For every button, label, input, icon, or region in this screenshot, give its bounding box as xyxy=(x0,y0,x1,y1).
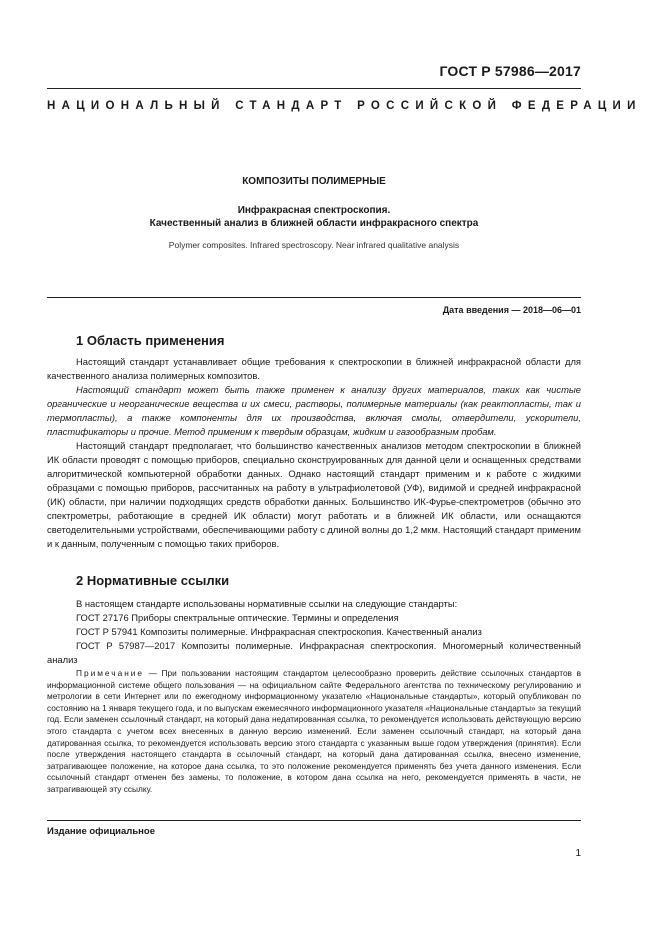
subtitle-line-2: Качественный анализ в ближней области инфракрасного спектра xyxy=(149,218,479,229)
introduction-date: Дата введения — 2018—06—01 xyxy=(442,305,581,315)
section-1-paragraph: Настоящий стандарт устанавливает общие требования к спектроскопии в ближней инфракрасной области для качественного анализа полимерных композитов. xyxy=(47,356,581,381)
header-divider xyxy=(47,88,581,89)
title-divider xyxy=(47,297,581,298)
reference-item: ГОСТ Р 57941 Композиты полимерные. Инфракрасная спектроскопия. Качественный анализ xyxy=(76,626,482,637)
subtitle-line-1: Инфракрасная спектроскопия. xyxy=(237,205,391,216)
section-1-paragraph: Настоящий стандарт предполагает, что большинство качественных анализов методом спектроскопии в ближней ИК области проводят с помощью приборов, специально сконструированных для данной цели и оснащенных средствами алгоритмической компьютерной обработки данных. Однако настоящий стандарт применим и к работе с жидкими образцами с помощью приборов, рассчитанных на работу в ультрафиолетовой (УФ), видимой и средней инфракрасной (ИК) области, при наличии подходящих средств обработки данных. Большинство ИК-Фурье-спектрометров (обычно это спектрометры, работающие в средней ИК области) могут работать и в ближней ИК области, или оснащаются светоделительными устройствами, обеспечивающими работу с длиной волны до 1,2 мкм. Настоящий стандарт применим и к данным, полученным с помощью таких приборов. xyxy=(47,440,581,549)
note-label: Примечание xyxy=(76,668,145,678)
document-subtitle xyxy=(47,204,581,230)
section-2-heading: 2 Нормативные ссылки xyxy=(76,573,230,588)
section-2-intro: В настоящем стандарте использованы нормативные ссылки на следующие стандарты: xyxy=(76,598,458,609)
edition-label: Издание официальное xyxy=(47,826,155,837)
section-2-body xyxy=(47,597,581,667)
reference-item: ГОСТ Р 57987—2017 Композиты полимерные. Инфракрасная спектроскопия. Многомерный количественный анализ xyxy=(47,640,581,665)
national-standard-heading: НАЦИОНАЛЬНЫЙ СТАНДАРТ РОССИЙСКОЙ ФЕДЕРАЦИИ xyxy=(47,100,642,112)
section-1-heading: 1 Область применения xyxy=(76,333,225,348)
reference-item: ГОСТ 27176 Приборы спектральные оптические. Термины и определения xyxy=(76,612,399,623)
note-paragraph xyxy=(47,668,581,796)
note-text: — При пользовании настоящим стандартом целесообразно проверить действие ссылочных стандартов в информационной системе общего пользования — на официальном сайте Федерального агентства по техническому регулированию и метрологии в сети Интернет или по ежегодному информационному указателю «Национальные стандарты», который опубликован по состоянию на 1 января текущего года, и по выпускам ежемесячного информационного указателя «Национальные стандарты» за текущий год. Если заменен ссылочный стандарт, на который дана недатированная ссылка, то рекомендуется использовать действующую версию этого стандарта с учетом всех внесенных в данную версию изменений. Если заменен ссылочный стандарт, на который дана датированная ссылка, то рекомендуется использовать версию этого стандарта с указанным выше годом утверждения (принятия). Если после утверждения настоящего стандарта в ссылочный стандарт, на который дана датированная ссылка, внесено изменение, затрагивающее положение, на которое дана ссылка, то это положение рекомендуется применять без учета данного изменения. Если ссылочный стандарт отменен без замены, то положение, в котором дана ссылка на него, рекомендуется применять в части, не затрагивающей эту ссылку. xyxy=(47,668,581,794)
page-number: 1 xyxy=(575,848,581,859)
section-1-paragraph-italic: Настоящий стандарт может быть также применен к анализу других материалов, таких как чистые органические и неорганические вещества и их смеси, растворы, полимерные материалы (как реактопласты, так и термопласты), а также компоненты для их производства, включая смолы, отвердители, ускорители, пластификаторы и прочие. Метод применим к твердым образцам, жидким и газообразным пробам. xyxy=(47,384,581,437)
document-number: ГОСТ Р 57986—2017 xyxy=(439,63,581,79)
footer-divider xyxy=(47,820,581,821)
english-title: Polymer composites. Infrared spectroscopy. Near infrared qualitative analysis xyxy=(168,240,460,250)
section-1-body xyxy=(47,355,581,551)
title-block xyxy=(47,176,581,250)
document-title: КОМПОЗИТЫ ПОЛИМЕРНЫЕ xyxy=(242,176,386,187)
